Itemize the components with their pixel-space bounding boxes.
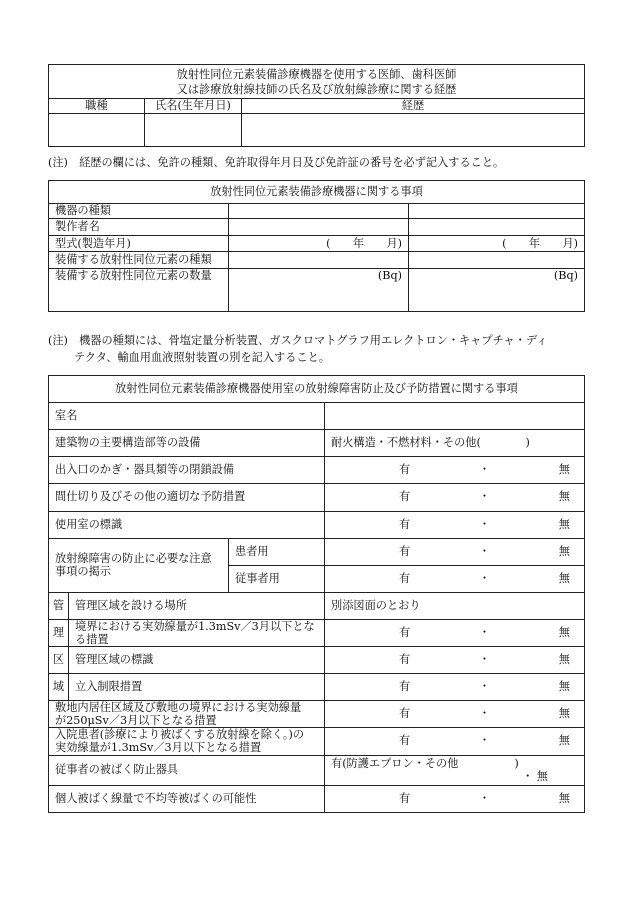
- device-table-title: 放射性同位元素装備診療機器に関する事項: [49, 181, 585, 204]
- notice-patient-choice[interactable]: [325, 538, 585, 565]
- no-option[interactable]: 無: [558, 707, 570, 721]
- ctrl-char-1: 管: [49, 592, 69, 619]
- notice-label-line2: 事項の掲示: [55, 565, 111, 579]
- device-kind-cell-1[interactable]: [229, 204, 409, 219]
- ctrl-boundary-choice[interactable]: [325, 619, 585, 646]
- separator-dot: ・: [478, 517, 491, 531]
- personal-choice[interactable]: [325, 785, 585, 812]
- ctrl-char-2: 理: [49, 619, 69, 646]
- residence-line2: が250μSv／3月以下となる措置: [55, 714, 217, 728]
- job-cell[interactable]: [49, 114, 145, 147]
- name-cell[interactable]: [145, 114, 242, 147]
- room-sign-label: 使用室の標識: [49, 511, 325, 538]
- inpatient-label: [49, 728, 325, 755]
- notice-worker-choice[interactable]: [325, 565, 585, 592]
- yes-option[interactable]: 有: [399, 490, 411, 504]
- yes-option[interactable]: 有: [399, 680, 411, 694]
- note-device-kind-line2: テクタ、輸血用血液照射装置の別を記入すること。: [74, 351, 330, 364]
- partition-label: 間仕切り及びその他の適切な予防措置: [49, 484, 325, 511]
- separator-dot: ・: [478, 653, 491, 667]
- no-option[interactable]: 無: [558, 734, 570, 748]
- physician-title-line2: 又は診療放射線技師の氏名及び放射線診療に関する経歴: [176, 82, 457, 96]
- device-model-label: 型式(製造年月): [49, 236, 229, 252]
- room-name-label: 室名: [49, 403, 325, 430]
- separator-dot: ・: [478, 571, 491, 585]
- separator-dot: ・: [478, 490, 491, 504]
- ctrl-char-4: 域: [49, 674, 69, 701]
- inpatient-line1: 入院患者(診療により被ばくする放射線を除く。)の: [55, 728, 305, 742]
- device-kind-label: 機器の種類: [49, 204, 229, 219]
- device-kind-cell-2[interactable]: [409, 204, 585, 219]
- partition-choice[interactable]: [325, 484, 585, 511]
- note-device-kind-line1: (注) 機器の種類には、骨塩定量分析装置、ガスクロマトグラフ用エレクトロン・キャプチャ・ディ: [48, 334, 548, 347]
- no-option[interactable]: 無: [558, 680, 570, 694]
- note-history: (注) 経歴の欄には、免許の種類、免許取得年月日及び免許証の番号を必ず記入すること。: [48, 156, 505, 169]
- device-model-cell-2[interactable]: ( 年 月): [409, 236, 585, 252]
- physician-table: [48, 64, 585, 147]
- room-sign-choice[interactable]: [325, 511, 585, 538]
- separator-dot: ・: [478, 707, 491, 721]
- ctrl-boundary-line2: る措置: [75, 633, 109, 647]
- yes-option[interactable]: 有: [399, 626, 411, 640]
- device-table: [48, 180, 585, 312]
- yes-option[interactable]: 有: [399, 707, 411, 721]
- protect-label: 従事者の被ばく防止器具: [49, 755, 325, 785]
- ctrl-boundary-label: [69, 619, 325, 646]
- ctrl-entry-label: 立入制限措置: [69, 674, 325, 701]
- residence-label: [49, 701, 325, 728]
- physician-title-line1: 放射性同位元素装備診療機器を使用する医師、歯科医師: [176, 67, 457, 81]
- residence-line1: 敷地内居住区域及び敷地の境界における実効線量: [55, 701, 302, 715]
- device-isotope-cell-1[interactable]: [229, 252, 409, 269]
- residence-choice[interactable]: [325, 701, 585, 728]
- inpatient-line2: 実効線量が1.3mSv／3月以下となる措置: [55, 741, 262, 755]
- personal-label: 個人被ばく線量で不均等被ばくの可能性: [49, 785, 325, 812]
- notice-worker-label: 従事者用: [229, 565, 325, 592]
- device-amount-cell-2[interactable]: (Bq): [409, 269, 585, 312]
- ctrl-place-label: 管理区域を設ける場所: [69, 592, 325, 619]
- yes-option[interactable]: 有: [399, 734, 411, 748]
- device-model-cell-1[interactable]: ( 年 月): [229, 236, 409, 252]
- structure-label: 建築物の主要構造部等の設備: [49, 430, 325, 457]
- room-name-cell[interactable]: [325, 403, 585, 430]
- separator-dot: ・: [478, 791, 491, 805]
- history-cell[interactable]: [242, 114, 585, 147]
- notice-label: [49, 538, 229, 592]
- notice-patient-label: 患者用: [229, 538, 325, 565]
- no-option[interactable]: 無: [558, 571, 570, 585]
- ctrl-char-3: 区: [49, 647, 69, 674]
- no-option[interactable]: 無: [558, 463, 570, 477]
- device-maker-cell-2[interactable]: [409, 219, 585, 236]
- no-option[interactable]: 無: [558, 626, 570, 640]
- lock-choice[interactable]: [325, 457, 585, 484]
- ctrl-sign-label: 管理区域の標識: [69, 647, 325, 674]
- no-option[interactable]: 無: [558, 544, 570, 558]
- note-device-kind: [48, 332, 588, 366]
- header-job: 職種: [49, 99, 145, 114]
- structure-options[interactable]: 耐火構造・不燃材料・その他( ): [325, 430, 585, 457]
- inpatient-choice[interactable]: [325, 728, 585, 755]
- lock-label: 出入口のかぎ・器具類等の閉鎖設備: [49, 457, 325, 484]
- device-isotope-label: 装備する放射性同位元素の種類: [49, 252, 229, 269]
- protect-choice-line2[interactable]: ・ 無: [522, 770, 548, 784]
- separator-dot: ・: [478, 626, 491, 640]
- yes-option[interactable]: 有: [399, 571, 411, 585]
- device-maker-label: 製作者名: [49, 219, 229, 236]
- no-option[interactable]: 無: [558, 490, 570, 504]
- header-history: 経歴: [242, 99, 585, 114]
- header-name: 氏名(生年月日): [145, 99, 242, 114]
- ctrl-entry-choice[interactable]: [325, 674, 585, 701]
- room-table: [48, 375, 585, 813]
- ctrl-sign-choice[interactable]: [325, 647, 585, 674]
- yes-option[interactable]: 有: [399, 653, 411, 667]
- notice-label-line1: 放射線障害の防止に必要な注意: [55, 552, 212, 566]
- yes-option[interactable]: 有: [399, 517, 411, 531]
- yes-option[interactable]: 有: [399, 791, 411, 805]
- no-option[interactable]: 無: [558, 791, 570, 805]
- protect-choice[interactable]: [325, 755, 585, 785]
- separator-dot: ・: [478, 544, 491, 558]
- separator-dot: ・: [478, 463, 491, 477]
- yes-option[interactable]: 有: [399, 463, 411, 477]
- separator-dot: ・: [478, 680, 491, 694]
- separator-dot: ・: [478, 734, 491, 748]
- yes-option[interactable]: 有: [399, 544, 411, 558]
- no-option[interactable]: 無: [558, 517, 570, 531]
- device-isotope-cell-2[interactable]: [409, 252, 585, 269]
- ctrl-place-value[interactable]: 別添図面のとおり: [325, 592, 585, 619]
- protect-choice-line1[interactable]: 有(防護エプロン・その他 ): [331, 757, 519, 771]
- device-maker-cell-1[interactable]: [229, 219, 409, 236]
- physician-table-title: [49, 65, 585, 99]
- ctrl-boundary-line1: 境界における実効線量が1.3mSv／3月以下とな: [75, 620, 315, 634]
- device-amount-cell-1[interactable]: (Bq): [229, 269, 409, 312]
- device-amount-label: 装備する放射性同位元素の数量: [49, 269, 229, 312]
- room-table-title: 放射性同位元素装備診療機器使用室の放射線障害防止及び予防措置に関する事項: [49, 376, 585, 403]
- no-option[interactable]: 無: [558, 653, 570, 667]
